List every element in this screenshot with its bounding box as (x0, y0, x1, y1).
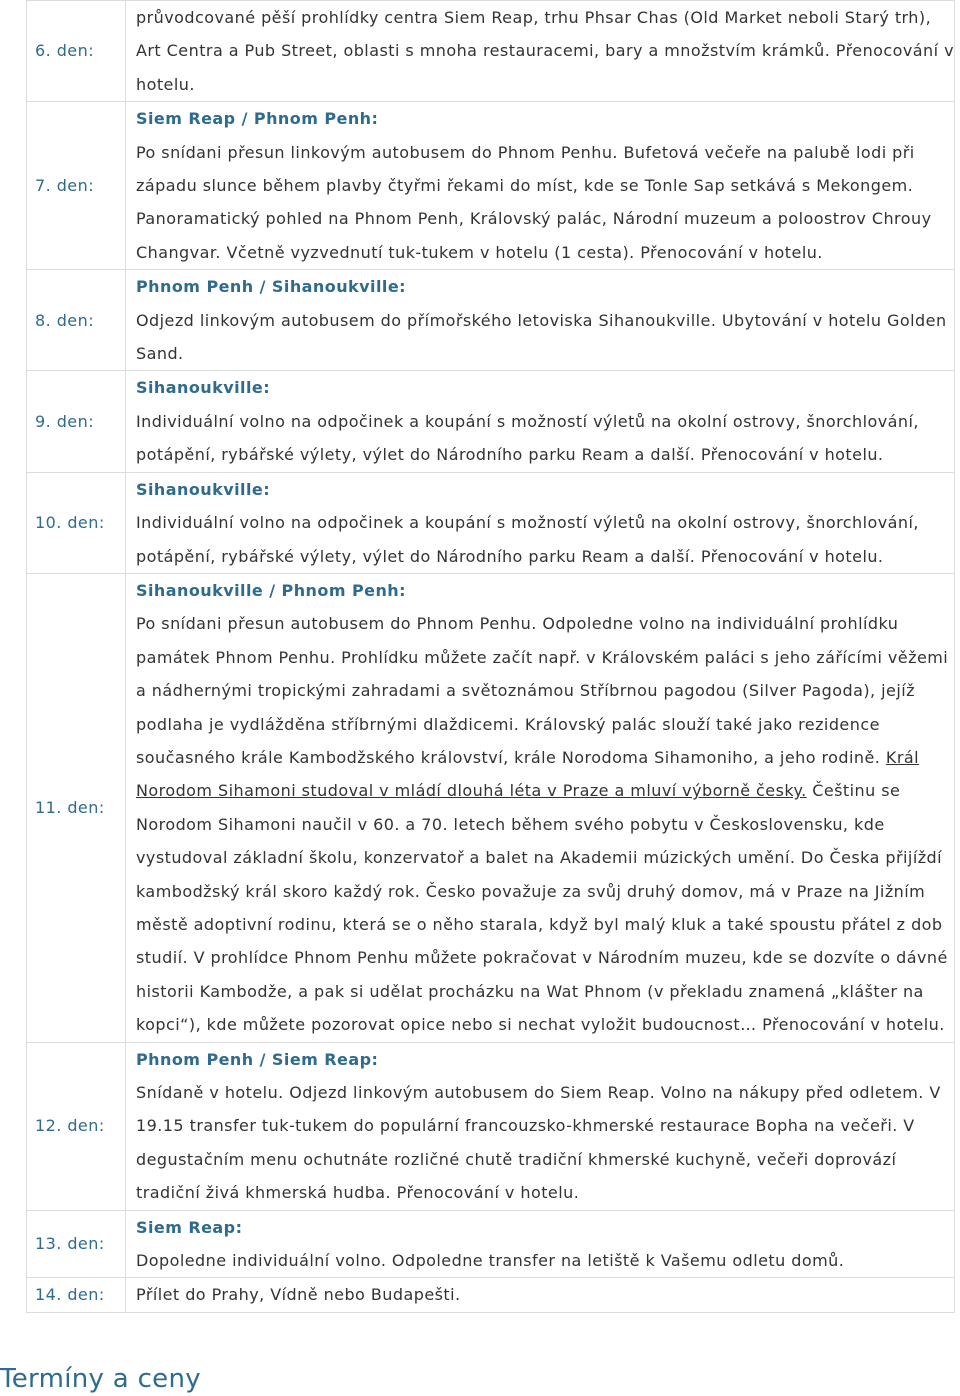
day-text: Individuální volno na odpočinek a koupání s možností výletů na okolní ostrovy, šnorchlování, potápění, rybářské výlety, výlet do Národního parku Ream a další. Přenocování v hotelu. (136, 513, 919, 566)
day-text: Po snídani přesun linkovým autobusem do Phnom Penhu. Bufetová večeře na palubě lodi při západu slunce během plavby čtyřmi řekami do míst, kde se Tonle Sap setkává s Mekongem. Panoramatický pohled na Phnom Penh, Královský palác, Národní muzeum a poloostrov Chrouy Changvar. Včetně vyzvednutí tuk-tukem v hotelu (1 cesta). Přenocování v hotelu. (136, 142, 932, 262)
day-label: 13. den: (27, 1210, 126, 1278)
day-row-10 (27, 472, 955, 573)
day-label: 14. den: (27, 1278, 126, 1312)
day-label: 6. den: (27, 1, 126, 102)
day-text: Odjezd linkovým autobusem do přímořského letoviska Sihanoukville. Ubytování v hotelu Golden Sand. (136, 310, 947, 364)
day-route: Sihanoukville / Phnom Penh: (136, 580, 406, 600)
day-text: Přílet do Prahy, Vídně nebo Budapešti. (136, 1285, 461, 1305)
day-row-8 (27, 270, 955, 371)
day-text: Snídaně v hotelu. Odjezd linkovým autobusem do Siem Reap. Volno na nákupy před odletem. V 19.15 transfer tuk-tukem do populární francouzsko-khmerské restaurace Bopha na večeři. V degustačním menu ochutnáte rozličné chutě tradiční khmerské kuchyně, večeři doprovází tradiční živá khmerská hudba. Přenocování v hotelu. (136, 1083, 941, 1203)
day-label: 9. den: (27, 371, 126, 472)
day-row-7 (27, 102, 955, 270)
day-label: 10. den: (27, 472, 126, 573)
day-route: Siem Reap: (136, 1217, 243, 1237)
underlined-note: Král Norodom Sihamoni studoval v mládí dlouhá léta v Praze a mluví výborně česky. (136, 747, 919, 801)
day-description (126, 1210, 955, 1278)
itinerary-table (26, 0, 955, 1313)
day-text: Češtinu se Norodom Sihamoni naučil v 60. a 70. letech během svého pobytu v Československu, kde vystudoval základní školu, konzervatoř a balet na Akademii múzických umění. Do Česka přijíždí kambodžský král skoro každý rok. Česko považuje za svůj druhý domov, má v Praze na Jižním městě adoptivní rodinu, která se o něho starala, když byl malý kluk a také spoustu přátel z dob studií. V prohlídce Phnom Penhu můžete pokračovat v Národním muzeu, kde se dozvíte o dávné historii Kambodže, a pak si udělat procházku na Wat Phnom (v překladu znamená „klášter na kopci“), kde můžete pozorovat opice nebo si nechat vyložit budoucnost… Přenocování v hotelu. (136, 781, 948, 1035)
day-route: Phnom Penh / Sihanoukville: (136, 277, 406, 297)
day-description (126, 1042, 955, 1210)
day-description (126, 371, 955, 472)
day-label: 11. den: (27, 573, 126, 1042)
day-description (126, 1, 955, 102)
day-label: 12. den: (27, 1042, 126, 1210)
day-row-14 (27, 1278, 955, 1312)
day-route: Siem Reap / Phnom Penh: (136, 109, 379, 129)
day-description (126, 573, 955, 1042)
day-row-13 (27, 1210, 955, 1278)
day-text: Po snídani přesun autobusem do Phnom Penhu. Odpoledne volno na individuální prohlídku památek Phnom Penhu. Prohlídku můžete začít např. v Královském paláci s jeho zářícími věžemi a nádhernými tropickými zahradami a světoznámou Stříbrnou pagodou (Silver Pagoda), jejíž podlaha je vydlážděna stříbrnými dlaždicemi. Královský palác slouží také jako rezidence současného krále Kambodžského království, krále Norodoma Sihamoniho, a jeho rodině. (136, 614, 949, 767)
day-route: Sihanoukville: (136, 378, 271, 398)
day-label: 7. den: (27, 102, 126, 270)
day-row-6 (27, 1, 955, 102)
day-description (126, 472, 955, 573)
day-route: Phnom Penh / Siem Reap: (136, 1049, 379, 1069)
day-route: Sihanoukville: (136, 479, 271, 499)
day-row-11 (27, 573, 955, 1042)
day-description (126, 270, 955, 371)
day-label: 8. den: (27, 270, 126, 371)
section-heading: Termíny a ceny (0, 1364, 201, 1394)
day-text: Individuální volno na odpočinek a koupání s možností výletů na okolní ostrovy, šnorchlování, potápění, rybářské výlety, výlet do Národního parku Ream a další. Přenocování v hotelu. (136, 411, 919, 465)
day-text: Dopoledne individuální volno. Odpoledne transfer na letiště k Vašemu odletu domů. (136, 1251, 845, 1271)
day-row-12 (27, 1042, 955, 1210)
day-description (126, 1278, 955, 1312)
day-text: průvodcované pěší prohlídky centra Siem Reap, trhu Phsar Chas (Old Market neboli Starý trh), Art Centra a Pub Street, oblasti s mnoha restauracemi, bary a množstvím krámků. Přenocování v hotelu. (136, 8, 954, 94)
day-description (126, 102, 955, 270)
day-row-9 (27, 371, 955, 472)
